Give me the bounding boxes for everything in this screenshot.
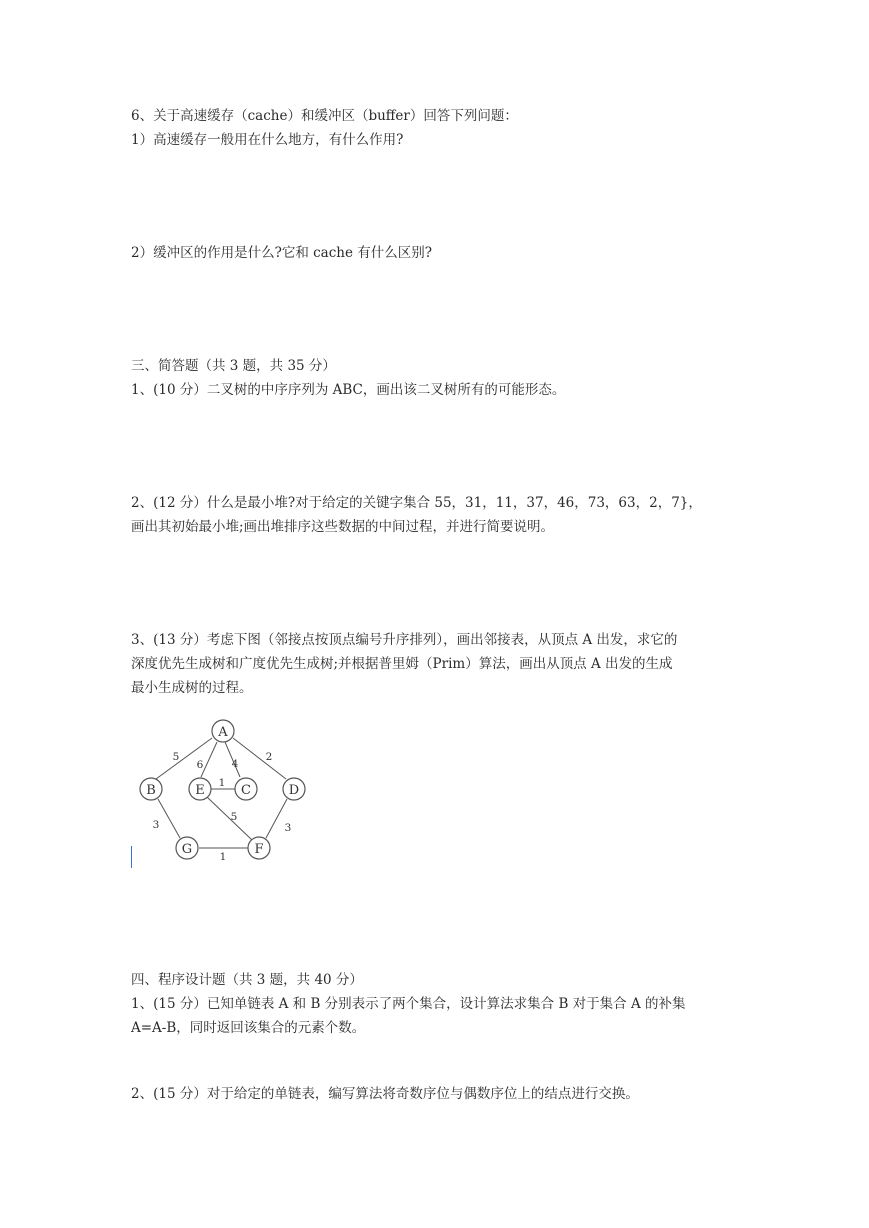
part4-q1-line2: A=A-B，同时返回该集合的元素个数。: [131, 1020, 366, 1036]
part3-q3-line3: 最小生成树的过程。: [131, 680, 253, 696]
node-a-label: A: [218, 725, 228, 740]
part3-q3-line1: 3、(13 分）考虑下图（邻接点按顶点编号升序排列），画出邻接表，从顶点 A 出发，求它的: [131, 632, 678, 648]
part4-heading: 四、程序设计题（共 3 题，共 40 分）: [131, 972, 363, 988]
part4-q2: 2、(15 分）对于给定的单链表，编写算法将奇数序位与偶数序位上的结点进行交换。: [131, 1086, 639, 1102]
part3-q2-line2: 画出其初始最小堆;画出堆排序这些数据的中间过程，并进行简要说明。: [131, 519, 555, 535]
edge-g-f-weight: 1: [219, 851, 227, 863]
edge-a-e-weight: 6: [196, 759, 204, 771]
node-f-label: F: [254, 842, 264, 857]
edge-a-d: [233, 738, 286, 779]
q6-sub1: 1）高速缓存一般用在什么地方，有什么作用?: [131, 132, 404, 148]
q6-title: 6、关于高速缓存（cache）和缓冲区（buffer）回答下列问题：: [131, 108, 518, 124]
edge-b-g-weight: 3: [152, 819, 160, 831]
node-b-label: B: [146, 783, 156, 798]
edge-b-g: [158, 799, 180, 838]
edge-e-f-weight: 5: [230, 811, 238, 823]
node-d-label: D: [288, 783, 300, 798]
edge-a-d-weight: 2: [265, 751, 273, 763]
part4-q1-line1: 1、(15 分）已知单链表 A 和 B 分别表示了两个集合，设计算法求集合 B 对于集合 A 的补集: [131, 996, 686, 1012]
q6-sub2: 2）缓冲区的作用是什么?它和 cache 有什么区别?: [131, 245, 433, 261]
edge-a-b: [156, 738, 212, 779]
graph-figure: [128, 712, 318, 872]
node-g-label: G: [181, 842, 193, 857]
text-cursor: [131, 846, 132, 868]
part3-heading: 三、简答题（共 3 题，共 35 分）: [131, 358, 336, 374]
node-e-label: E: [195, 783, 205, 798]
edge-a-c-weight: 4: [231, 758, 239, 770]
edge-a-b-weight: 5: [172, 751, 180, 763]
part3-q3-line2: 深度优先生成树和广度优先生成树;并根据普里姆（Prim）算法，画出从顶点 A 出发的生成: [131, 656, 673, 672]
edge-e-c-weight: 1: [218, 777, 226, 789]
edge-d-f-weight: 3: [284, 822, 292, 834]
node-c-label: C: [241, 783, 251, 798]
edge-a-e: [201, 742, 217, 777]
part3-q2-line1: 2、(12 分）什么是最小堆?对于给定的关键字集合 55，31，11，37，46，73，63，2，7}，: [131, 495, 702, 511]
edge-e-f: [207, 797, 252, 840]
part3-q1: 1、(10 分）二叉树的中序序列为 ABC，画出该二叉树所有的可能形态。: [131, 382, 566, 398]
